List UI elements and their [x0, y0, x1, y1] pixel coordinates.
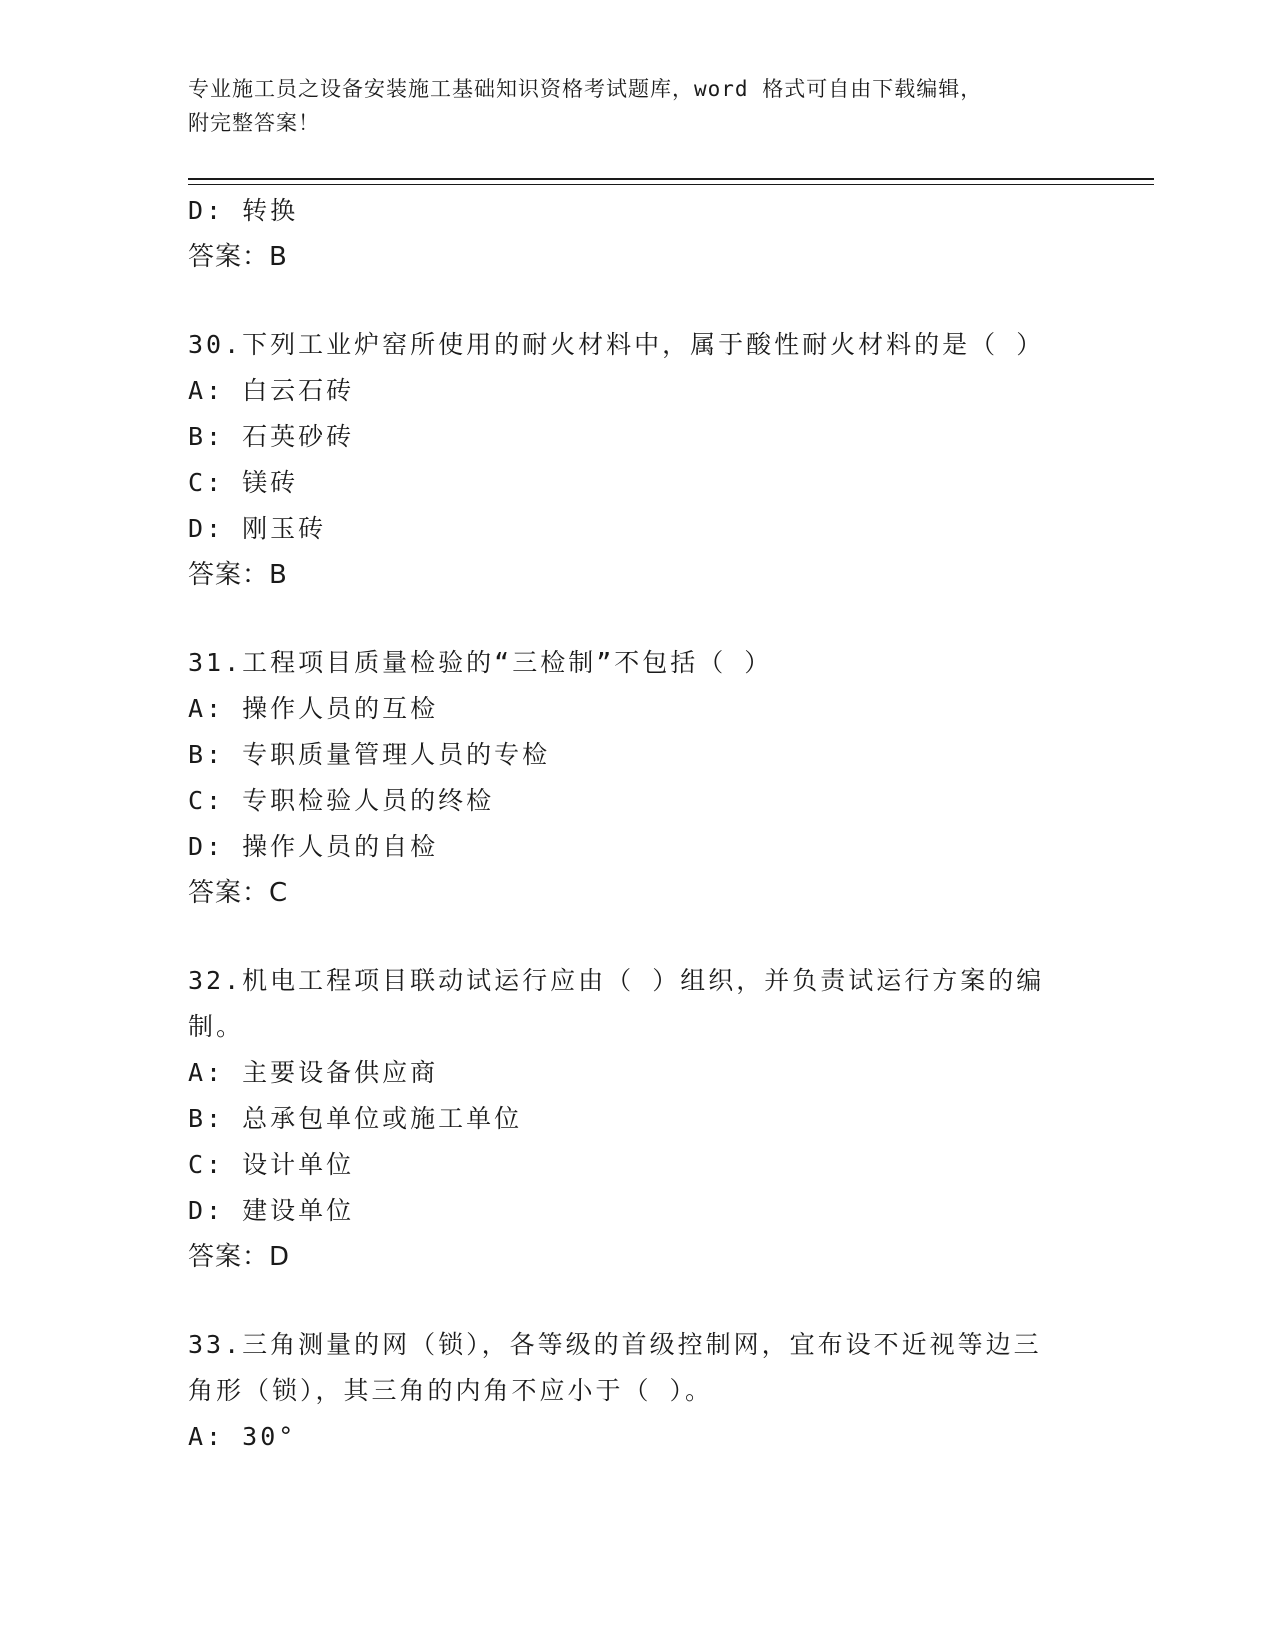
question-stem-line-1: 33.三角测量的网（锁），各等级的首级控制网，宜布设不近视等边三: [188, 1330, 1042, 1359]
question-stem: 30.下列工业炉窑所使用的耐火材料中，属于酸性耐火材料的是（ ）: [188, 330, 1045, 359]
option-d: D: 刚玉砖: [188, 514, 327, 543]
answer: 答案：B: [188, 242, 288, 272]
question-stem-line-2: 角形（锁），其三角的内角不应小于（ ）。: [188, 1376, 714, 1405]
option-c: C: 镁砖: [188, 468, 299, 497]
question-stem-line-2: 制。: [188, 1012, 245, 1041]
question-29-tail: [188, 188, 1088, 280]
answer: 答案：B: [188, 560, 288, 590]
answer: 答案：D: [188, 1242, 291, 1272]
header-line-2: 附完整答案！: [188, 111, 320, 135]
option-a: A: 主要设备供应商: [188, 1058, 439, 1087]
question-list: [188, 188, 1088, 1460]
question-stem: 31.工程项目质量检验的“三检制”不包括（ ）: [188, 648, 773, 677]
spacer: [188, 598, 1088, 640]
question-32: [188, 958, 1088, 1280]
question-30: [188, 322, 1088, 598]
option-b: B: 专职质量管理人员的专检: [188, 740, 551, 769]
spacer: [188, 280, 1088, 322]
spacer: [188, 1280, 1088, 1322]
option-d: D: 操作人员的自检: [188, 832, 439, 861]
option-a: A: 30°: [188, 1422, 297, 1451]
header-line-1: 专业施工员之设备安装施工基础知识资格考试题库，word 格式可自由下载编辑，: [188, 77, 983, 101]
option-b: B: 石英砂砖: [188, 422, 355, 451]
option-b: B: 总承包单位或施工单位: [188, 1104, 523, 1133]
question-33: [188, 1322, 1088, 1460]
document-header: [188, 72, 1068, 140]
option-d: D: 转换: [188, 196, 299, 225]
option-a: A: 操作人员的互检: [188, 694, 439, 723]
option-a: A: 白云石砖: [188, 376, 355, 405]
option-d: D: 建设单位: [188, 1196, 355, 1225]
option-c: C: 专职检验人员的终检: [188, 786, 495, 815]
question-31: [188, 640, 1088, 916]
header-divider-thin: [188, 184, 1154, 185]
question-stem-line-1: 32.机电工程项目联动试运行应由（ ）组织，并负责试运行方案的编: [188, 966, 1045, 995]
answer: 答案：C: [188, 878, 289, 908]
option-c: C: 设计单位: [188, 1150, 355, 1179]
header-divider-thick: [188, 178, 1154, 180]
spacer: [188, 916, 1088, 958]
